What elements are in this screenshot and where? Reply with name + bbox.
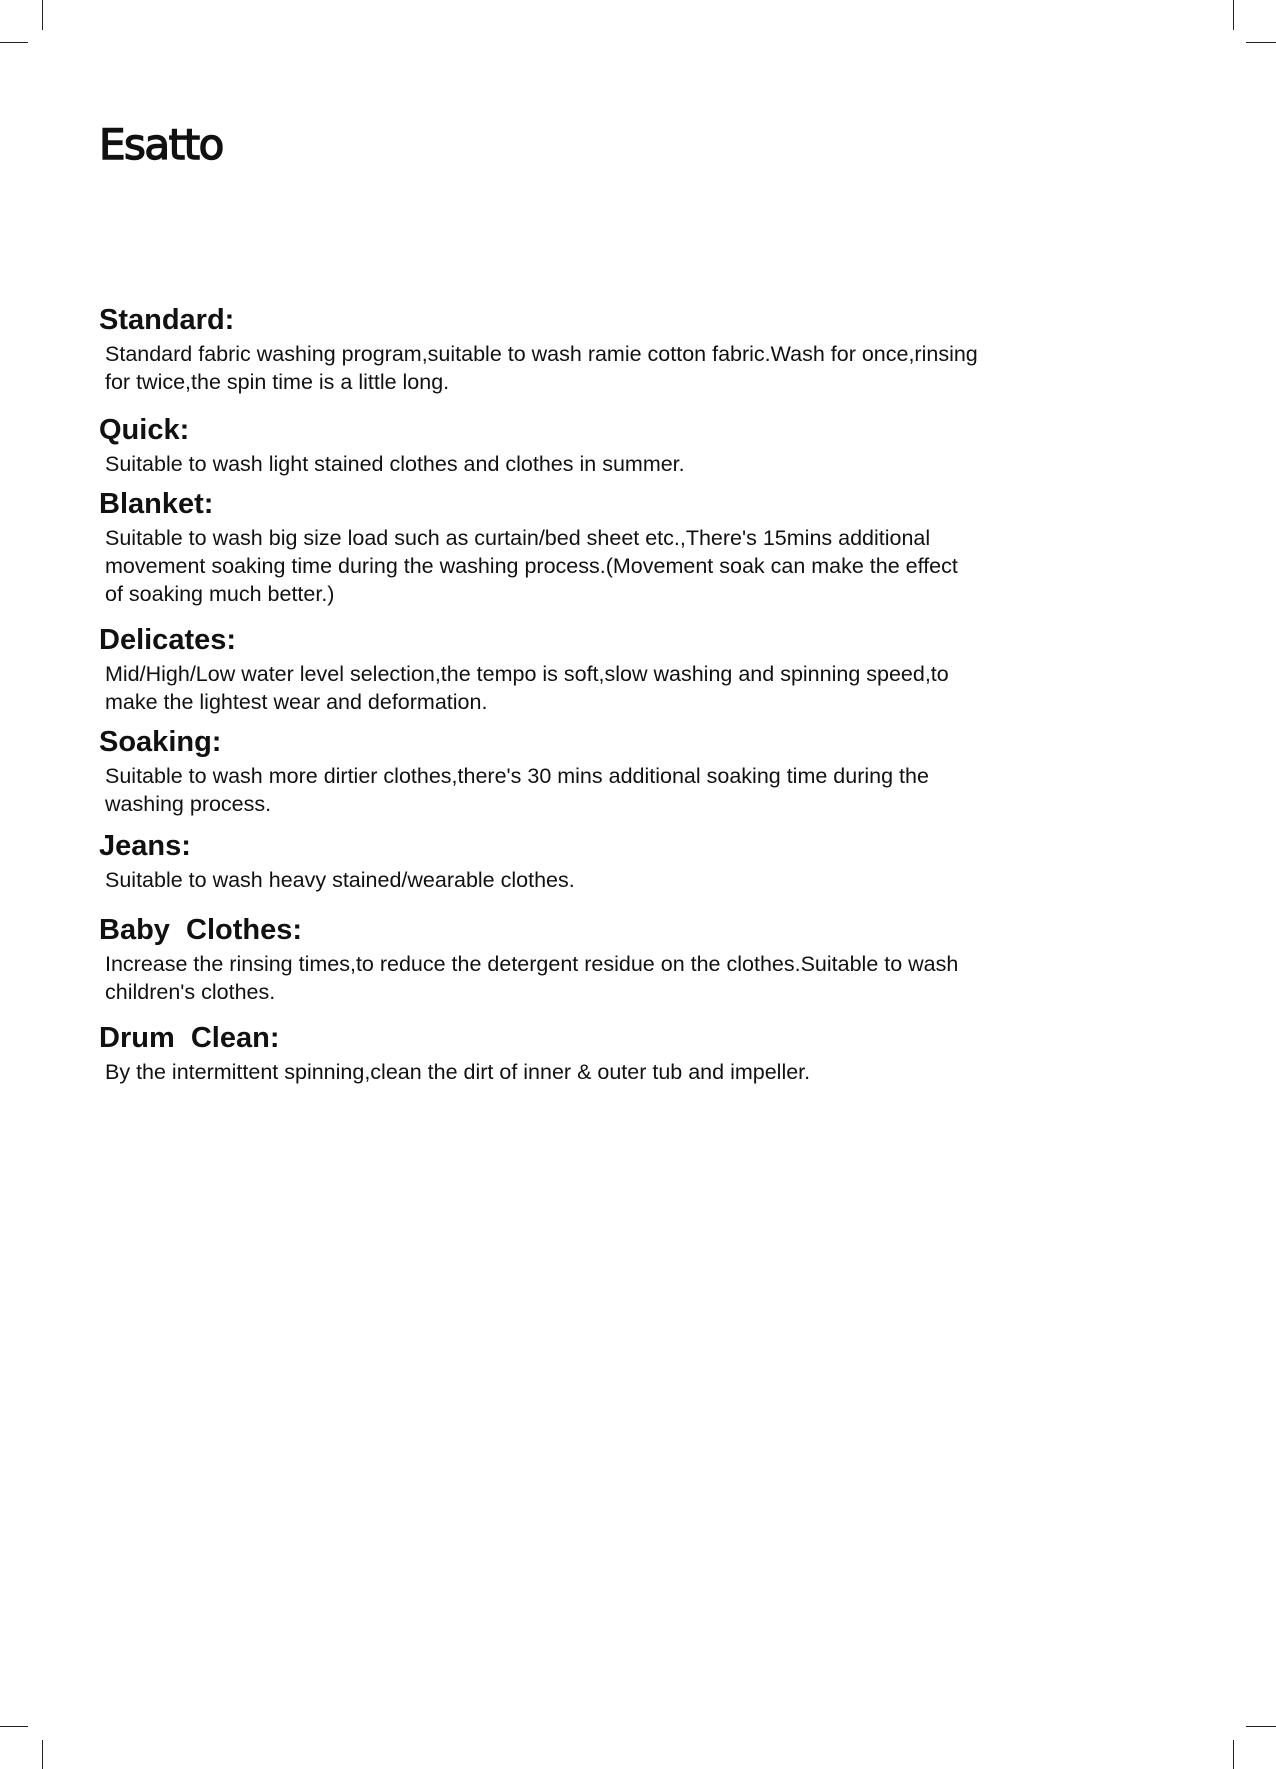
program-baby-clothes	[99, 912, 1099, 1006]
program-description	[105, 866, 1099, 894]
program-heading: Soaking:	[99, 726, 222, 758]
description-line: washing process.	[105, 792, 272, 816]
program-heading: Drum Clean:	[99, 1022, 280, 1054]
program-heading: Quick:	[99, 414, 190, 446]
program-soaking	[99, 724, 1099, 818]
crop-mark-bottom-right-horizontal	[1246, 1726, 1276, 1727]
crop-mark-top-right-vertical	[1233, 0, 1234, 30]
program-heading: Delicates:	[99, 624, 237, 656]
program-description	[105, 524, 1099, 608]
description-line: Suitable to wash light stained clothes and clothes in summer.	[105, 452, 685, 476]
program-heading: Jeans:	[99, 830, 191, 862]
program-description	[105, 450, 1099, 478]
crop-mark-bottom-left-vertical	[42, 1740, 43, 1769]
description-line: By the intermittent spinning,clean the dirt of inner & outer tub and impeller.	[105, 1060, 811, 1084]
program-drum-clean	[99, 1020, 1099, 1086]
description-line: make the lightest wear and deformation.	[105, 690, 488, 714]
program-description	[105, 1058, 1099, 1086]
program-description	[105, 660, 1099, 716]
program-list	[99, 302, 1099, 1086]
crop-mark-top-right-horizontal	[1246, 42, 1276, 43]
description-line: Suitable to wash big size load such as curtain/bed sheet etc.,There's 15mins additional	[105, 526, 931, 550]
crop-mark-bottom-right-vertical	[1233, 1740, 1234, 1769]
description-line: Increase the rinsing times,to reduce the detergent residue on the clothes.Suitable to wash	[105, 952, 959, 976]
program-description	[105, 762, 1099, 818]
program-heading: Blanket:	[99, 488, 214, 520]
program-description	[105, 950, 1099, 1006]
description-line: children's clothes.	[105, 980, 276, 1004]
description-line: Mid/High/Low water level selection,the tempo is soft,slow washing and spinning speed,to	[105, 662, 949, 686]
description-line: for twice,the spin time is a little long.	[105, 370, 450, 394]
description-line: of soaking much better.)	[105, 582, 335, 606]
description-line: Suitable to wash more dirtier clothes,there's 30 mins additional soaking time during the	[105, 764, 929, 788]
program-standard	[99, 302, 1099, 396]
description-line: movement soaking time during the washing process.(Movement soak can make the effect	[105, 554, 958, 578]
brand-logo: Esatto	[99, 120, 223, 169]
program-quick	[99, 412, 1099, 478]
crop-mark-top-left-vertical	[42, 0, 43, 30]
crop-mark-bottom-left-horizontal	[0, 1726, 28, 1727]
program-description	[105, 340, 1099, 396]
program-heading: Standard:	[99, 304, 235, 336]
program-jeans	[99, 828, 1099, 894]
program-heading: Baby Clothes:	[99, 914, 303, 946]
program-delicates	[99, 622, 1099, 716]
crop-mark-top-left-horizontal	[0, 42, 28, 43]
description-line: Standard fabric washing program,suitable to wash ramie cotton fabric.Wash for once,rinsing	[105, 342, 978, 366]
description-line: Suitable to wash heavy stained/wearable clothes.	[105, 868, 575, 892]
program-blanket	[99, 486, 1099, 608]
